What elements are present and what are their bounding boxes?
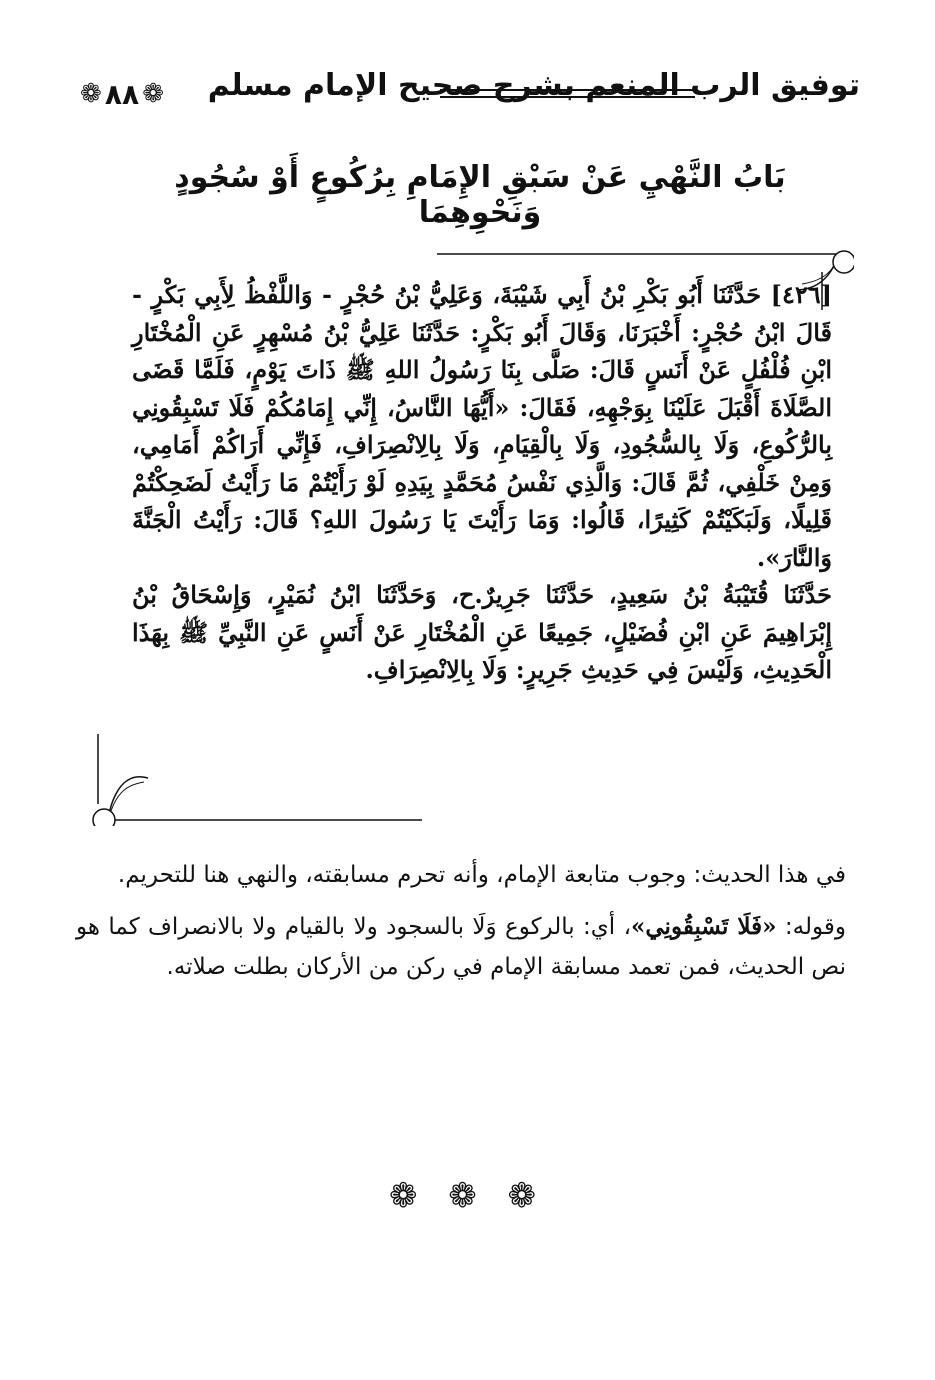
hadith-paragraph: [٤٢٦] حَدَّثَنَا أَبُو بَكْرِ بْنُ أَبِي شَيْبَةَ، وَعَلِيُّ بْنُ حُجْرٍ - وَاللَّفْظُ لِأَبِي بَكْرٍ - قَالَ ابْنُ حُجْرٍ: أَخْبَرَنَا، وَقَالَ أَبُو بَكْرٍ: حَدَّثَنَا عَلِيُّ بْنُ مُسْهِرٍ عَنِ الْمُخْتَارِ ابْنِ فُلْفُلٍ عَنْ أَنَسٍ قَالَ: صَلَّى بِنَا رَسُولُ اللهِ ﷺ ذَاتَ يَوْمٍ، فَلَمَّا قَضَى الصَّلَاةَ أَقْبَلَ عَلَيْنَا بِوَجْهِهِ، فَقَالَ: «أَيُّهَا النَّاسُ، إِنِّي إِمَامُكُمْ فَلَا تَسْبِقُونِي بِالرُّكُوعِ، وَلَا بِالسُّجُودِ، وَلَا بِالْقِيَامِ، وَلَا بِالِانْصِرَافِ، فَإِنِّي أَرَاكُمْ أَمَامِي، وَمِنْ خَلْفِي، ثُمَّ قَالَ: وَالَّذِي نَفْسُ مُحَمَّدٍ بِيَدِهِ لَوْ رَأَيْتُمْ مَا رَأَيْتُ لَضَحِكْتُمْ قَلِيلًا، وَلَبَكَيْتُمْ كَثِيرًا، قَالُوا: وَمَا رَأَيْتَ يَا رَسُولَ اللهِ؟ قَالَ: رَأَيْتُ الْجَنَّةَ وَالنَّارَ». <box>132 280 833 572</box>
hadith-frame <box>92 248 854 826</box>
page-header <box>80 60 860 140</box>
commentary-rest: ، أي: بالركوع وَلَا بالسجود ولا بالقيام ولا بالانصراف كما هو نص الحديث، فمن تعمد مسابقة الإمام في ركن من الأركان بطلت صلاته. <box>76 914 846 980</box>
commentary-paragraph <box>76 907 846 987</box>
section-divider: ❁ ❁ ❁ <box>388 1176 547 1216</box>
page-number-badge <box>80 68 164 120</box>
commentary <box>76 855 846 999</box>
hadith-text <box>132 276 832 689</box>
commentary-paragraph: في هذا الحديث: وجوب متابعة الإمام، وأنه تحرم مسابقته، والنهي هنا للتحريم. <box>117 862 846 888</box>
commentary-prefix: وقوله: <box>776 914 846 940</box>
ornament-icon: ❁ <box>80 79 102 109</box>
page-number: ٨٨ <box>104 77 140 111</box>
commentary-quote: «فَلَا تَسْبِقُونِي» <box>631 913 777 940</box>
book-title: توفيق الرب المنعم بشرح صحيح الإمام مسلم <box>207 68 860 103</box>
chapter-heading: بَابُ النَّهْيِ عَنْ سَبْقِ الإِمَامِ بِرُكُوعٍ أَوْ سُجُودٍ وَنَحْوِهِمَا <box>174 160 786 230</box>
ornament-icon: ❁ <box>142 79 164 109</box>
hadith-paragraph: حَدَّثَنَا قُتَيْبَةُ بْنُ سَعِيدٍ، حَدَّثَنَا جَرِيرٌ.ح، وَحَدَّثَنَا ابْنُ نُمَيْرٍ، وَإِسْحَاقُ بْنُ إِبْرَاهِيمَ عَنِ ابْنِ فُضَيْلٍ، جَمِيعًا عَنِ الْمُخْتَارِ عَنْ أَنَسٍ عَنِ النَّبِيِّ ﷺ بِهَذَا الْحَدِيثِ، وَلَيْسَ فِي حَدِيثِ جَرِيرٍ: وَلَا بِالِانْصِرَافِ. <box>132 580 832 684</box>
